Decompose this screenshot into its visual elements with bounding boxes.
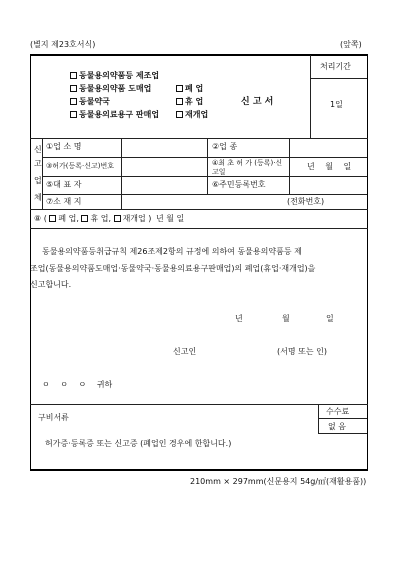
business-name-label: ①업 소 명 (46, 142, 82, 151)
representative-field[interactable] (123, 178, 205, 192)
option-suspension: 휴 업 (176, 98, 203, 106)
body-line-3: 신고합니다. (30, 280, 72, 289)
paper-spec: 210mm × 297mm(신문용지 54g/㎡(재활용품)) (190, 477, 367, 486)
documents-text: 허가증·등록증 또는 신고증 (폐업인 경우에 한합니다.) (45, 439, 232, 448)
section-label-char-3: 업 (34, 176, 42, 185)
checkbox-icon[interactable] (81, 215, 88, 222)
checkbox-icon[interactable] (114, 215, 121, 222)
checkbox-icon[interactable] (49, 215, 56, 222)
checkbox-icon (70, 98, 77, 105)
checkbox-icon (70, 85, 77, 92)
option-closure: 폐 업 (176, 85, 203, 93)
date-month-label: 월 (282, 314, 290, 323)
processing-period-value: 1일 (330, 100, 343, 109)
body-line-2: 조업(동물용의약품도매업·동물약국·동물용의료용구판매업)의 폐업(휴업·재개업)을 (30, 264, 316, 273)
business-name-field[interactable] (123, 140, 205, 155)
section-label-char-2: 고 (34, 159, 42, 168)
resident-number-label: ⑥주민등록번호 (212, 180, 266, 189)
representative-label: ⑤대 표 자 (46, 180, 82, 189)
date-day-label: 일 (326, 314, 334, 323)
applicant-label: 신고인 (173, 347, 197, 356)
option-reopen: 재개업 (176, 111, 208, 119)
form-number: (별지 제23호서식) (30, 40, 96, 49)
license-date-label: ④최 초 허 가 (등록)·신고일 (212, 159, 283, 177)
report-title: 신 고 서 (241, 97, 274, 107)
checkbox-icon (176, 85, 183, 92)
sheet-note: (앞쪽) (340, 40, 362, 49)
body-line-1: 동물용의약품등취급규칙 제26조제2항의 규정에 의하여 동물용의약품등 제 (42, 247, 302, 256)
recipient: ㅇ ㅇ ㅇ 귀하 (42, 380, 113, 389)
option-manufacture: 동물용의약품등 제조업 (70, 72, 159, 80)
option-device-sales: 동물용의료용구 판매업 (70, 111, 159, 119)
fee-value: 없 음 (328, 422, 346, 431)
checkbox-icon (176, 98, 183, 105)
signature-label: (서명 또는 인) (277, 347, 327, 356)
resident-number-field[interactable] (291, 178, 365, 192)
business-type-label: ②업 종 (212, 142, 238, 151)
license-date-field[interactable]: 년 월 일 (307, 162, 352, 171)
business-type-field[interactable] (291, 140, 365, 155)
license-number-label: ③허가(등록·신고)번호 (46, 162, 115, 170)
fee-label: 수수료 (326, 407, 350, 416)
period-row: ⑧ ( 폐 업, 휴 업, 재개업 ) 년 월 일 (34, 214, 185, 223)
applicant-name-field[interactable] (200, 344, 270, 358)
option-pharmacy: 동물약국 (70, 98, 110, 106)
license-number-field[interactable] (123, 159, 205, 174)
option-wholesale: 동물용의약품 도매업 (70, 85, 151, 93)
section-label-char-4: 체 (34, 193, 42, 202)
date-year-label: 년 (235, 314, 243, 323)
processing-period-label: 처리기간 (320, 62, 351, 71)
phone-label: (전화번호) (287, 197, 325, 206)
documents-label: 구비서류 (38, 413, 69, 422)
checkbox-icon (70, 72, 77, 79)
address-field[interactable] (123, 196, 283, 208)
section-label-char-1: 신 (34, 145, 42, 154)
checkbox-icon (176, 111, 183, 118)
address-label: ⑦소 재 지 (46, 197, 82, 206)
checkbox-icon (70, 111, 77, 118)
